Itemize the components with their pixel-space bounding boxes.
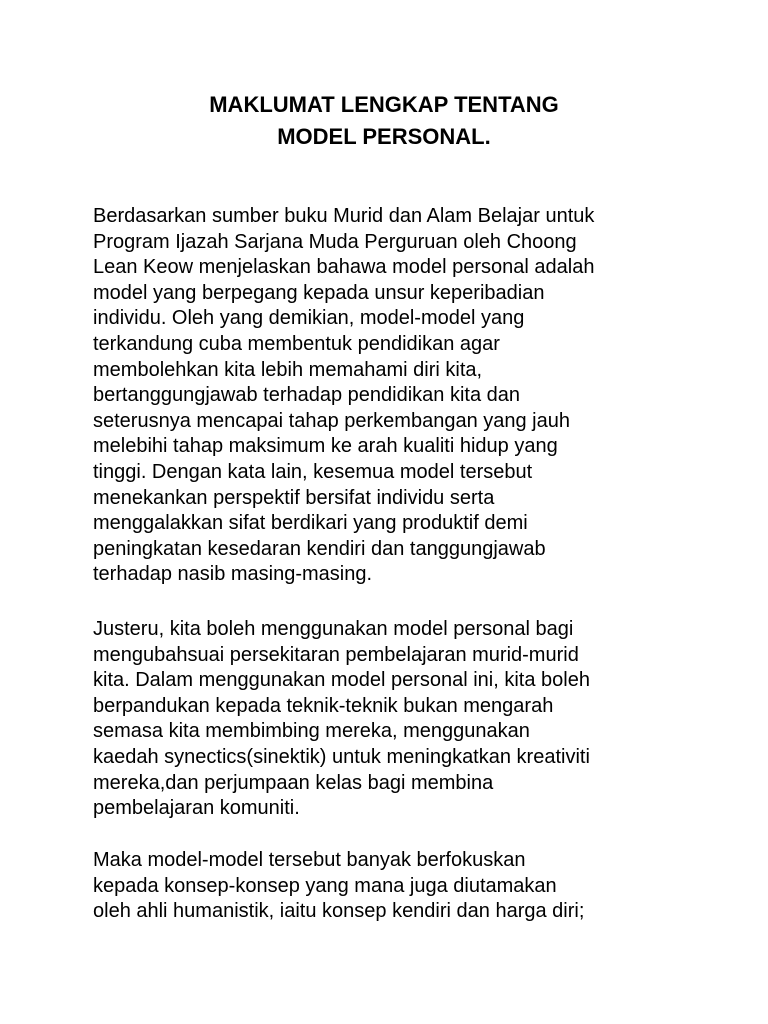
text-line: Program Ijazah Sarjana Muda Perguruan oleh Choong [93, 230, 577, 253]
text-line: Lean Keow menjelaskan bahawa model personal adalah [93, 256, 595, 279]
text-line: melebihi tahap maksimum ke arah kualiti hidup yang [93, 435, 558, 458]
text-line: peningkatan kesedaran kendiri dan tanggungjawab [93, 537, 546, 560]
text-line: mereka,dan perjumpaan kelas bagi membina [93, 771, 494, 794]
text-line: terhadap nasib masing-masing. [93, 563, 373, 586]
text-line: oleh ahli humanistik, iaitu konsep kendiri dan harga diri; [93, 900, 585, 923]
text-line: semasa kita membimbing mereka, menggunakan [93, 720, 530, 743]
text-line: model yang berpegang kepada unsur keperibadian [93, 281, 545, 304]
text-line: menekankan perspektif bersifat individu serta [93, 486, 495, 509]
paragraph-2 [93, 617, 693, 822]
title-line: MODEL PERSONAL. [277, 124, 491, 149]
text-line: kepada konsep-konsep yang mana juga diutamakan [93, 874, 557, 897]
text-line: individu. Oleh yang demikian, model-model yang [93, 307, 525, 330]
text-line: menggalakkan sifat berdikari yang produktif demi [93, 512, 528, 535]
text-line: Berdasarkan sumber buku Murid dan Alam Belajar untuk [93, 205, 595, 227]
text-line: mengubahsuai persekitaran pembelajaran murid-murid [93, 643, 579, 666]
paragraph-3 [93, 848, 693, 925]
text-line: terkandung cuba membentuk pendidikan agar [93, 332, 500, 355]
text-line: membolehkan kita lebih memahami diri kita, [93, 358, 483, 381]
paragraph-1 [93, 204, 693, 588]
text-line: Maka model-model tersebut banyak berfokuskan [93, 849, 526, 871]
document-title [0, 89, 768, 153]
text-line: seterusnya mencapai tahap perkembangan yang jauh [93, 409, 570, 432]
text-line: pembelajaran komuniti. [93, 797, 300, 820]
text-line: kita. Dalam menggunakan model personal ini, kita boleh [93, 669, 590, 692]
text-line: kaedah synectics(sinektik) untuk meningkatkan kreativiti [93, 745, 590, 768]
text-line: berpandukan kepada teknik-teknik bukan mengarah [93, 694, 554, 717]
text-line: bertanggungjawab terhadap pendidikan kita dan [93, 384, 521, 407]
text-line: Justeru, kita boleh menggunakan model personal bagi [93, 618, 574, 640]
text-line: tinggi. Dengan kata lain, kesemua model tersebut [93, 460, 533, 483]
title-line: MAKLUMAT LENGKAP TENTANG [209, 92, 559, 117]
